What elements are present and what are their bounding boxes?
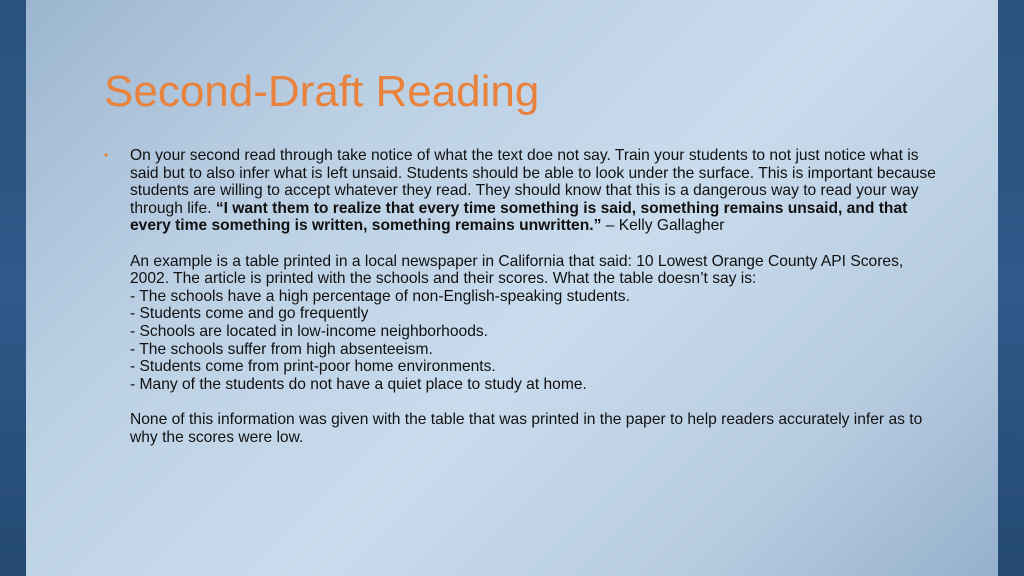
example-paragraph [130,253,940,394]
list-item: - Schools are located in low-income neighborhoods. [130,322,488,340]
list-item: - The schools have a high percentage of non-English-speaking students. [130,287,630,305]
paragraph-gap [130,393,940,411]
intro-text: On your second read through take notice of what the text doe not say. Train your students to not just notice what is said but to also infer what is left unsaid. Students should be able to look under the surface. This is important because students are willing to accept whatever they read. They should know that this is a dangerous way to read your way through life. [130,147,936,217]
paragraph-gap [130,235,940,253]
list-item: - The schools suffer from high absenteeism. [130,340,433,358]
left-edge-band [0,0,26,576]
gallagher-quote: “I want them to realize that every time something is said, something remains unsaid, and that every time something is written, something remains unwritten.” [130,199,908,235]
example-text: An example is a table printed in a local newspaper in California that said: 10 Lowest Orange County API Scores, 2002. The article is printed with the schools and their scores. What the table doesn’t say is: [130,252,904,288]
right-edge-band [998,0,1024,576]
quote-attribution: – Kelly Gallagher [601,217,725,235]
bullet-icon: • [104,148,109,162]
slide-canvas [26,0,998,576]
list-item: - Students come and go frequently [130,305,369,323]
conclusion-paragraph: None of this information was given with the table that was printed in the paper to help readers accurately infer as to why the scores were low. [130,410,923,446]
slide-body [104,147,940,446]
bullet-item [104,147,940,446]
list-item: - Students come from print-poor home environments. [130,358,496,376]
intro-paragraph [130,147,940,235]
list-item: - Many of the students do not have a quiet place to study at home. [130,375,587,393]
slide-title: Second-Draft Reading [104,67,540,116]
